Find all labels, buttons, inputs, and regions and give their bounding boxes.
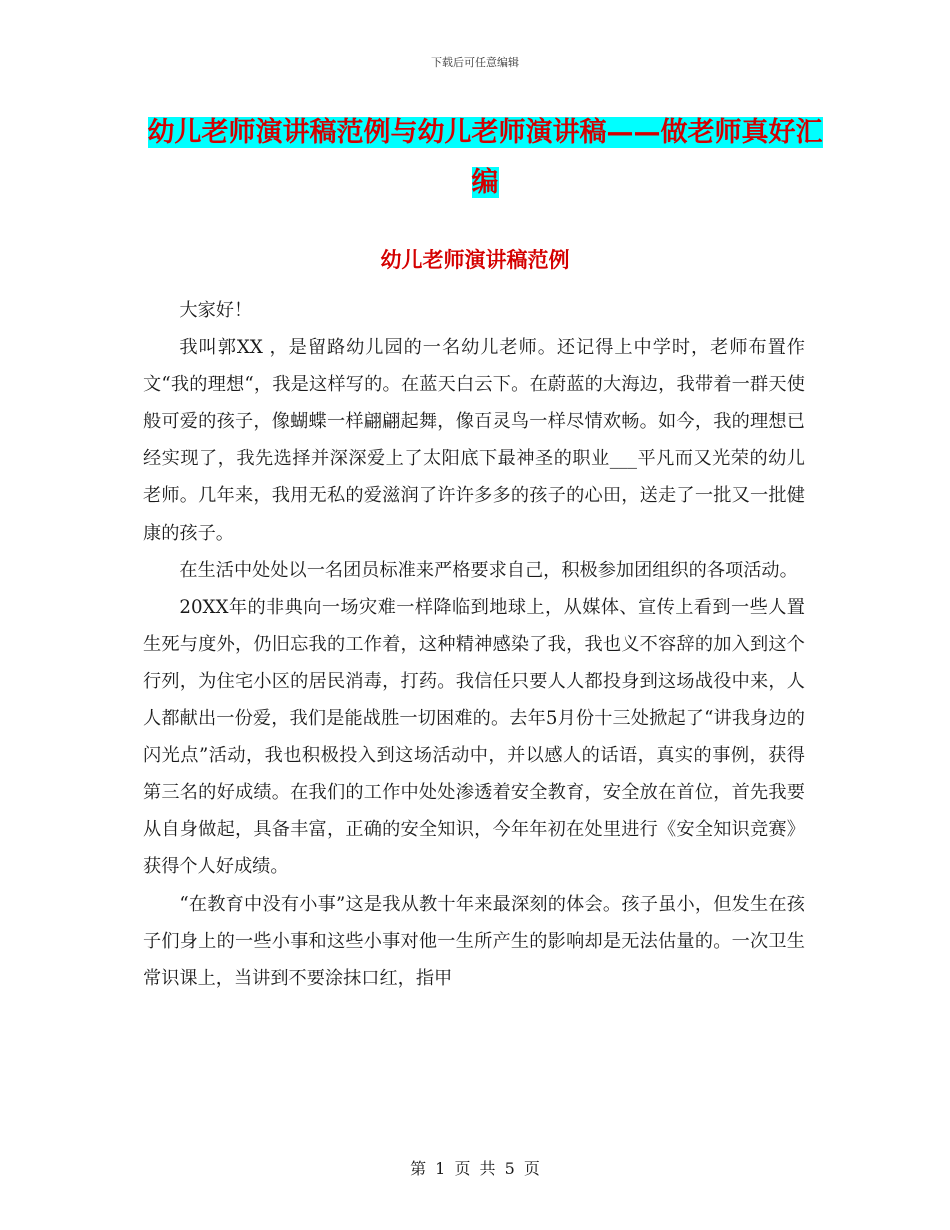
section-title: 幼儿老师演讲稿范例 <box>380 248 570 272</box>
header-note: 下载后可任意编辑 <box>431 56 519 69</box>
paragraph-greeting: 大家好！ <box>179 300 253 321</box>
paragraph: 20XX年的非典向一场灾难一样降临到地球上，从媒体、宣传上看到一些人置生死与度外，仍旧忘我的工作着，这种精神感染了我，我也义不容辞的加入到这个行列，为住宅小区的居民消毒，打药。我信任只要人人都投身到这场战役中来，人人都献出一份爱，我们是能战胜一切困难的。去年5月份十三处掀起了“讲我身边的闪光点”活动，我也积极投入到这场活动中，并以感人的话语，真实的事例，获得第三名的好成绩。在我们的工作中处处渗透着安全教育，安全放在首位，首先我要从自身做起，具备丰富，正确的安全知识，今年年初在处里进行《安全知识竞赛》获得个人好成绩。 <box>143 596 805 878</box>
page-number: 第 1 页 共 5 页 <box>410 1159 540 1178</box>
paragraph: “在教育中没有小事”这是我从教十年来最深刻的体会。孩子虽小，但发生在孩子们身上的一些小事和这些小事对他一生所产生的影响却是无法估量的。一次卫生常识课上，当讲到不要涂抹口红，指甲 <box>143 893 805 989</box>
paragraph: 我叫郭XX ，是留路幼儿园的一名幼儿老师。还记得上中学时，老师布置作文“我的理想“，我是这样写的。在蓝天白云下。在蔚蓝的大海边，我带着一群天使般可爱的孩子，像蝴蝶一样翩翩起舞，像百灵鸟一样尽情欢畅。如今，我的理想已经实现了，我先选择并深深爱上了太阳底下最神圣的职业___平凡而又光荣的幼儿老师。几年来，我用无私的爱滋润了许许多多的孩子的心田，送走了一批又一批健康的孩子。 <box>143 337 805 544</box>
document-title <box>140 108 830 208</box>
document-title-text: 幼儿老师演讲稿范例与幼儿老师演讲稿——做老师真好汇编 <box>147 117 823 198</box>
document-body <box>143 292 805 997</box>
paragraph: 在生活中处处以一名团员标准来严格要求自己，积极参加团组织的各项活动。 <box>179 559 798 581</box>
